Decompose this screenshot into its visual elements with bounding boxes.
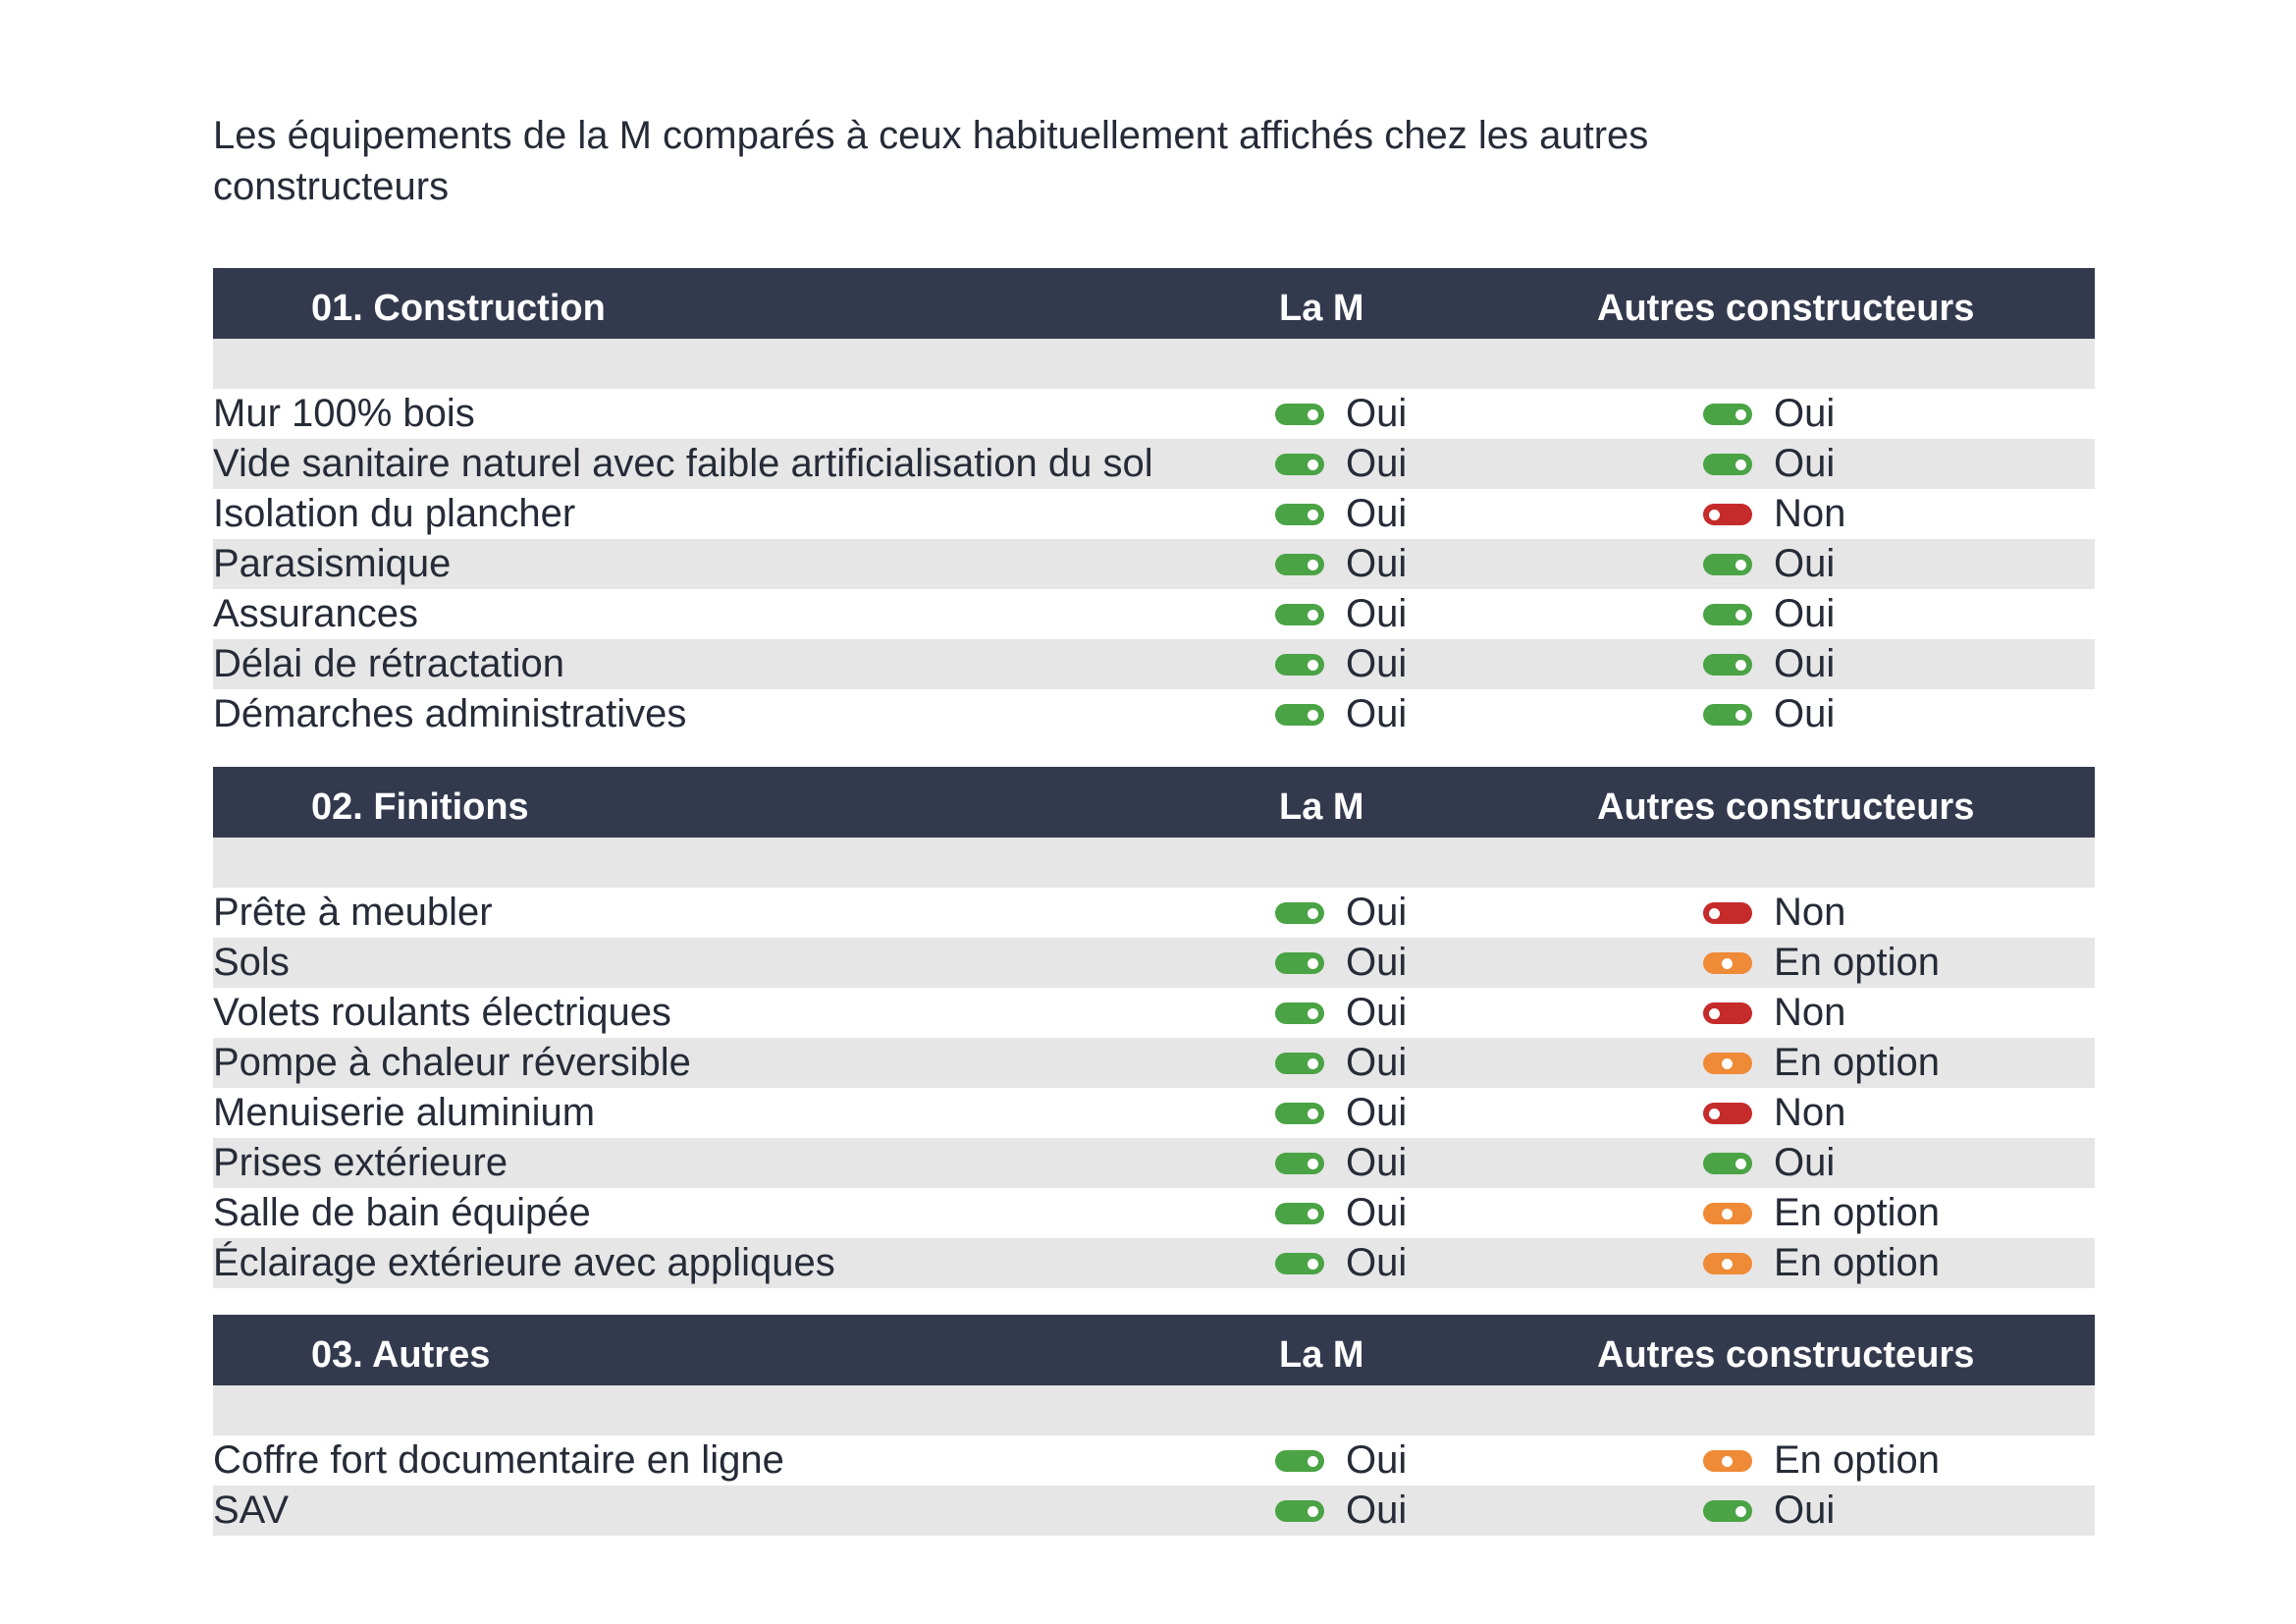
row-label: Prête à meubler xyxy=(213,891,493,934)
toggle-knob xyxy=(1722,1058,1733,1069)
row-label: Vide sanitaire naturel avec faible artificialisation du sol xyxy=(213,442,1153,485)
status-value: Oui xyxy=(1346,392,1408,435)
intro-text: Les équipements de la M comparés à ceux habituellement affichés chez les autres constructeurs xyxy=(213,114,1649,208)
table-row xyxy=(213,1486,2095,1536)
status-value: Oui xyxy=(1346,1041,1408,1084)
column-header-autres: Autres constructeurs xyxy=(1597,288,1975,329)
toggle-knob xyxy=(1308,560,1318,570)
table-row xyxy=(213,988,2095,1038)
status-value: Non xyxy=(1774,991,1846,1034)
status-value: Oui xyxy=(1346,991,1408,1034)
section-rows xyxy=(213,1435,2095,1536)
toggle-on-icon xyxy=(1275,1053,1324,1074)
toggle-on-icon xyxy=(1275,504,1324,525)
row-label: Menuiserie aluminium xyxy=(213,1091,596,1134)
table-row xyxy=(213,589,2095,639)
status-value: Oui xyxy=(1346,1141,1408,1184)
status-value: Oui xyxy=(1346,592,1408,635)
table-row xyxy=(213,689,2095,739)
toggle-knob xyxy=(1308,710,1318,721)
row-label: Pompe à chaleur réversible xyxy=(213,1041,691,1084)
status-value: Oui xyxy=(1346,891,1408,934)
toggle-off-icon xyxy=(1703,902,1752,924)
toggle-knob xyxy=(1735,409,1746,420)
toggle-on-icon xyxy=(1275,952,1324,974)
toggle-on-icon xyxy=(1275,654,1324,676)
status-value: Oui xyxy=(1346,941,1408,984)
toggle-knob xyxy=(1308,409,1318,420)
table-row xyxy=(213,489,2095,539)
column-header-la-m: La M xyxy=(1279,786,1364,828)
toggle-on-icon xyxy=(1703,554,1752,575)
table-row xyxy=(213,1088,2095,1138)
status-value: Non xyxy=(1774,891,1846,934)
table-row xyxy=(213,1188,2095,1238)
toggle-on-icon xyxy=(1703,704,1752,726)
toggle-knob xyxy=(1308,1456,1318,1467)
status-value: En option xyxy=(1774,941,1941,984)
toggle-on-icon xyxy=(1275,1203,1324,1224)
toggle-on-icon xyxy=(1275,1153,1324,1174)
section-finitions xyxy=(213,767,2095,1288)
toggle-on-icon xyxy=(1275,404,1324,425)
toggle-on-icon xyxy=(1275,1002,1324,1024)
toggle-option-icon xyxy=(1703,1450,1752,1472)
toggle-knob xyxy=(1308,958,1318,969)
status-value: En option xyxy=(1774,1438,1941,1482)
status-value: Oui xyxy=(1346,692,1408,735)
toggle-on-icon xyxy=(1275,1103,1324,1124)
toggle-knob xyxy=(1709,1008,1720,1019)
toggle-knob xyxy=(1735,1506,1746,1517)
section-title: 02. Finitions xyxy=(311,786,529,828)
toggle-on-icon xyxy=(1275,1500,1324,1522)
toggle-knob xyxy=(1722,958,1733,969)
status-value: Oui xyxy=(1774,542,1836,585)
toggle-knob xyxy=(1735,1159,1746,1169)
row-label: Éclairage extérieure avec appliques xyxy=(213,1241,835,1284)
toggle-on-icon xyxy=(1275,454,1324,475)
column-header-la-m: La M xyxy=(1279,288,1364,329)
table-row xyxy=(213,1435,2095,1486)
toggle-knob xyxy=(1735,610,1746,621)
toggle-option-icon xyxy=(1703,1053,1752,1074)
status-value: Non xyxy=(1774,1091,1846,1134)
toggle-on-icon xyxy=(1275,1450,1324,1472)
toggle-on-icon xyxy=(1275,604,1324,625)
toggle-knob xyxy=(1308,1506,1318,1517)
toggle-on-icon xyxy=(1703,1153,1752,1174)
toggle-on-icon xyxy=(1275,554,1324,575)
column-header-autres: Autres constructeurs xyxy=(1597,786,1975,828)
status-value: Oui xyxy=(1346,442,1408,485)
toggle-knob xyxy=(1308,510,1318,520)
toggle-knob xyxy=(1308,1058,1318,1069)
status-value: En option xyxy=(1774,1041,1941,1084)
toggle-on-icon xyxy=(1703,654,1752,676)
section-header xyxy=(213,1315,2095,1385)
toggle-on-icon xyxy=(1275,704,1324,726)
status-value: Oui xyxy=(1346,1241,1408,1284)
status-value: Oui xyxy=(1774,1489,1836,1532)
toggle-on-icon xyxy=(1275,1253,1324,1274)
toggle-knob xyxy=(1735,710,1746,721)
table-row xyxy=(213,888,2095,938)
toggle-knob xyxy=(1308,1259,1318,1270)
section-autres xyxy=(213,1315,2095,1536)
row-label: Sols xyxy=(213,941,290,984)
row-label: Isolation du plancher xyxy=(213,492,576,535)
status-value: Oui xyxy=(1346,1191,1408,1234)
table-row xyxy=(213,938,2095,988)
section-rows xyxy=(213,389,2095,739)
toggle-knob xyxy=(1722,1209,1733,1219)
status-value: Oui xyxy=(1774,642,1836,685)
toggle-option-icon xyxy=(1703,1253,1752,1274)
toggle-off-icon xyxy=(1703,1002,1752,1024)
status-value: Oui xyxy=(1774,392,1836,435)
status-value: Oui xyxy=(1346,642,1408,685)
table-row xyxy=(213,539,2095,589)
toggle-knob xyxy=(1308,660,1318,671)
table-row xyxy=(213,389,2095,439)
status-value: En option xyxy=(1774,1241,1941,1284)
toggle-off-icon xyxy=(1703,1103,1752,1124)
toggle-option-icon xyxy=(1703,1203,1752,1224)
toggle-knob xyxy=(1735,660,1746,671)
section-header xyxy=(213,268,2095,339)
status-value: Oui xyxy=(1346,492,1408,535)
table-row xyxy=(213,439,2095,489)
row-label: Démarches administratives xyxy=(213,692,687,735)
section-title: 03. Autres xyxy=(311,1334,491,1376)
section-title: 01. Construction xyxy=(311,288,606,329)
toggle-knob xyxy=(1308,908,1318,919)
toggle-knob xyxy=(1308,1209,1318,1219)
column-header-autres: Autres constructeurs xyxy=(1597,1334,1975,1376)
toggle-knob xyxy=(1709,1109,1720,1119)
status-value: Oui xyxy=(1346,1489,1408,1532)
toggle-option-icon xyxy=(1703,952,1752,974)
toggle-knob xyxy=(1308,1159,1318,1169)
section-rows xyxy=(213,888,2095,1288)
row-label: Parasismique xyxy=(213,542,452,585)
toggle-knob xyxy=(1308,610,1318,621)
toggle-knob xyxy=(1308,1109,1318,1119)
table-row xyxy=(213,1238,2095,1288)
toggle-knob xyxy=(1722,1259,1733,1270)
status-value: Oui xyxy=(1774,692,1836,735)
status-value: Oui xyxy=(1346,542,1408,585)
row-label: SAV xyxy=(213,1489,290,1532)
status-value: Non xyxy=(1774,492,1846,535)
column-header-la-m: La M xyxy=(1279,1334,1364,1376)
toggle-knob xyxy=(1308,460,1318,470)
row-label: Salle de bain équipée xyxy=(213,1191,591,1234)
status-value: Oui xyxy=(1774,442,1836,485)
status-value: Oui xyxy=(1346,1091,1408,1134)
toggle-knob xyxy=(1709,510,1720,520)
section-header xyxy=(213,767,2095,838)
section-construction xyxy=(213,268,2095,739)
toggle-on-icon xyxy=(1275,902,1324,924)
toggle-knob xyxy=(1308,1008,1318,1019)
row-label: Délai de rétractation xyxy=(213,642,564,685)
row-label: Assurances xyxy=(213,592,418,635)
toggle-knob xyxy=(1722,1456,1733,1467)
row-label: Coffre fort documentaire en ligne xyxy=(213,1438,784,1482)
toggle-off-icon xyxy=(1703,504,1752,525)
toggle-knob xyxy=(1709,908,1720,919)
status-value: Oui xyxy=(1774,1141,1836,1184)
row-label: Mur 100% bois xyxy=(213,392,475,435)
toggle-on-icon xyxy=(1703,454,1752,475)
table-row xyxy=(213,1038,2095,1088)
status-value: En option xyxy=(1774,1191,1941,1234)
table-row xyxy=(213,639,2095,689)
toggle-knob xyxy=(1735,460,1746,470)
status-value: Oui xyxy=(1774,592,1836,635)
toggle-on-icon xyxy=(1703,1500,1752,1522)
status-value: Oui xyxy=(1346,1438,1408,1482)
toggle-on-icon xyxy=(1703,404,1752,425)
toggle-knob xyxy=(1735,560,1746,570)
row-label: Prises extérieure xyxy=(213,1141,508,1184)
row-label: Volets roulants électriques xyxy=(213,991,671,1034)
toggle-on-icon xyxy=(1703,604,1752,625)
table-row xyxy=(213,1138,2095,1188)
